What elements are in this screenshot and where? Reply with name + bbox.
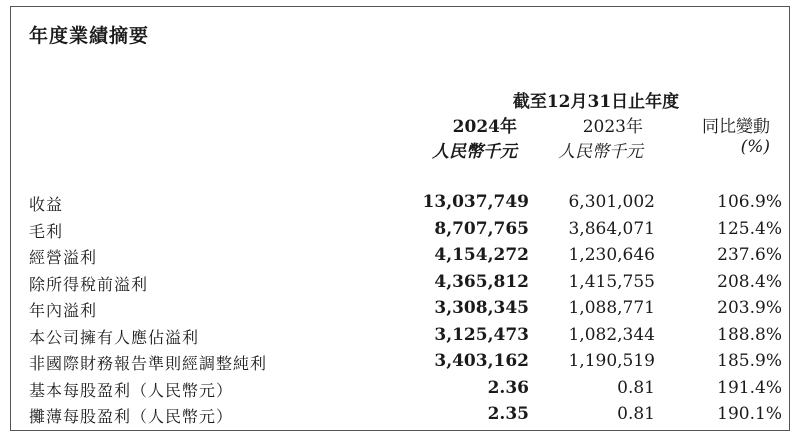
value-2024: 3,403,162 — [434, 351, 529, 371]
table-row — [29, 216, 791, 243]
table-row — [29, 269, 791, 296]
column-unit-2024: 人民幣千元 — [432, 142, 517, 162]
column-header-2024-year: 2024年 — [452, 117, 517, 137]
table-row — [29, 322, 791, 349]
summary-table-frame — [10, 6, 790, 431]
column-header-2023-year: 2023年 — [582, 117, 643, 137]
value-2024: 4,365,812 — [434, 271, 529, 292]
column-unit-2023: 人民幣千元 — [558, 142, 643, 162]
column-header-change: 同比變動 — [702, 117, 770, 137]
value-change: 190.1% — [717, 404, 782, 424]
value-change: 237.6% — [717, 245, 782, 265]
value-2024: 13,037,749 — [422, 192, 529, 212]
row-label: 除所得稅前溢利 — [29, 274, 149, 294]
value-2023: 1,082,344 — [568, 324, 655, 345]
value-2023: 1,088,771 — [568, 298, 655, 318]
value-change: 188.8% — [717, 324, 782, 345]
value-change: 125.4% — [717, 218, 782, 239]
value-change: 203.9% — [717, 298, 782, 318]
value-2023: 1,415,755 — [568, 271, 655, 292]
table-body — [29, 189, 791, 428]
row-label: 攤薄每股盈利（人民幣元） — [29, 407, 234, 426]
row-label: 收益 — [29, 195, 64, 214]
column-unit-change: (%) — [740, 137, 770, 157]
table-row — [29, 295, 791, 322]
value-2024: 3,125,473 — [434, 324, 529, 345]
value-2023: 1,190,519 — [568, 351, 655, 371]
table-row — [29, 348, 791, 375]
value-2024: 3,308,345 — [434, 298, 529, 318]
period-header: 截至12月31日止年度 — [512, 92, 680, 112]
row-label: 毛利 — [29, 221, 64, 241]
value-2023: 3,864,071 — [568, 218, 655, 239]
row-label: 經營溢利 — [29, 248, 98, 267]
value-2023: 0.81 — [617, 377, 655, 398]
value-2023: 6,301,002 — [568, 192, 655, 212]
table-row — [29, 401, 791, 428]
value-change: 106.9% — [717, 192, 782, 212]
row-label: 基本每股盈利（人民幣元） — [29, 380, 234, 400]
table-row — [29, 189, 791, 216]
table-title: 年度業績摘要 — [29, 25, 150, 47]
row-label: 本公司擁有人應佔溢利 — [29, 327, 200, 347]
value-2024: 2.36 — [487, 377, 529, 398]
value-2024: 8,707,765 — [434, 218, 529, 239]
value-2024: 4,154,272 — [434, 245, 529, 265]
table-row — [29, 375, 791, 402]
row-label: 非國際財務報告準則經調整純利 — [29, 354, 268, 373]
table-row — [29, 242, 791, 269]
value-change: 191.4% — [717, 377, 782, 398]
value-2024: 2.35 — [487, 404, 529, 424]
row-label: 年內溢利 — [29, 301, 98, 320]
value-2023: 0.81 — [617, 404, 655, 424]
value-change: 185.9% — [717, 351, 782, 371]
value-change: 208.4% — [717, 271, 782, 292]
value-2023: 1,230,646 — [568, 245, 655, 265]
